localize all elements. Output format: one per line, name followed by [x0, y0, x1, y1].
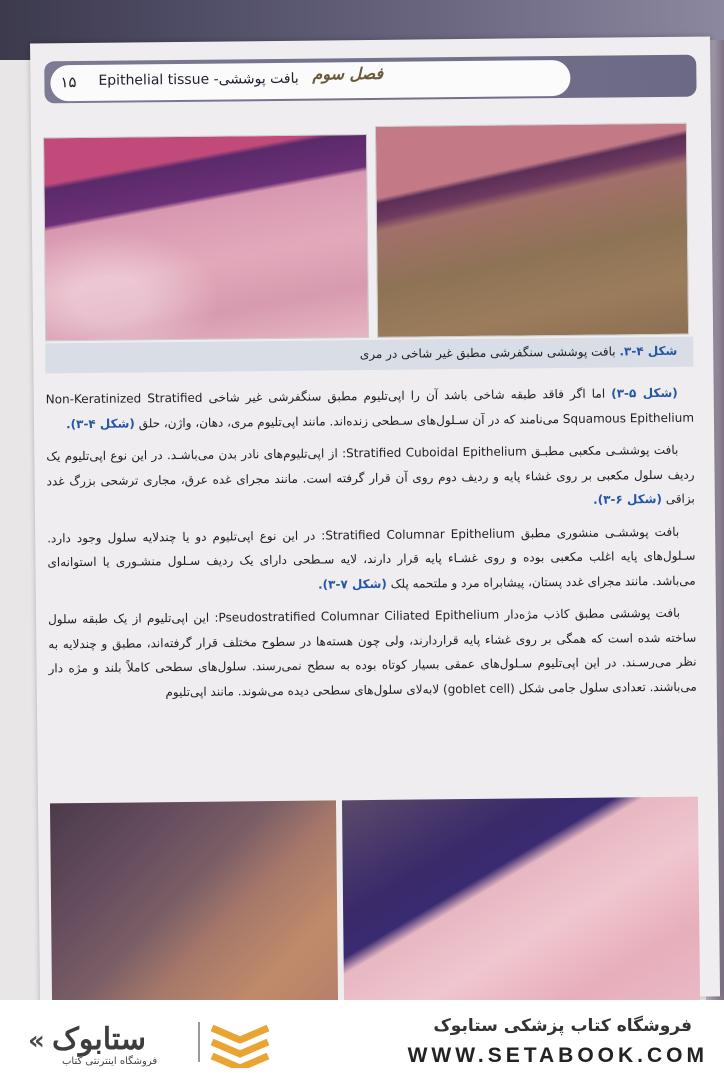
figure-reference: (شکل ۶-۳).	[593, 491, 663, 507]
book-page	[30, 36, 720, 1003]
paragraph	[46, 381, 694, 437]
logo-wordmark: ستابوک	[52, 1023, 147, 1056]
paragraph-text: بافت پوششـی منشوری مطبق Stratified Columnar Epithelium: در این نوع اپی‌تلیوم دو یا چندلایه سلول وجود دارد. سـلول‌های پایه اغلب مکعبی بوده و روی غشـاء پایه قرار دارند، لایه سـطحی دارای یک ردیف سـلول منشـوری یا استوانه‌ای می‌باشد. مانند مجرای غدد پستان، پیشابراه مرد و ملتحمه پلک	[47, 524, 696, 591]
store-name: فروشگاه کتاب پزشکی ستابوک	[433, 1016, 692, 1036]
figure-reference: (شکل ۷-۳).	[317, 576, 387, 592]
paragraph	[48, 601, 697, 706]
chevron-stack-icon	[208, 1022, 272, 1068]
paragraph	[47, 519, 696, 599]
footer-banner	[0, 1000, 724, 1080]
figure-reference: (شکل ۵-۳)	[611, 385, 678, 401]
page-number: ۱۵	[60, 73, 77, 92]
paragraph-text: بافت پوششـی مکعبی مطبـق Stratified Cuboidal Epithelium: از اپی‌تلیوم‌های نادر بدن می‌باشـد. در این نوع اپی‌تلیوم یک ردیف سلول مکعبی بر روی غشاء پایه و ردیف دوم روی آن قرار گرفته است. مانند مجرای غده عرق، مجاری ترشحی بزرگ غدد بزاقی	[46, 442, 695, 506]
paragraph	[46, 438, 695, 518]
logo-subtitle: فروشگاه اینترنتی کتاب	[62, 1056, 158, 1067]
chapter-label: فصل سوم	[312, 63, 384, 84]
paragraph-text: بافت پوششی مطبق کاذب مژه‌دار Pseudostratified Columnar Ciliated Epithelium: این اپی‌تلیوم از یک طبقه سلول ساخته شده است که همگی بر روی غشاء پایه قراردارند، ولی چون هسته‌ها در سطوح مختلف قرار گرفته‌اند، مطبق و چندلایه به نظر می‌رسـند. در این اپی‌تلیوم سـلول‌های عمقی بسیار کوتاه بوده به سطح نمی‌رسند. سلول‌های سطحی کاملاً بلند و مژه دار می‌باشند. تعدادی سلول جامی شکل (goblet cell) لابه‌لای سلول‌های سطحی دیده می‌شوند. مانند اپی‌تلیوم	[47, 605, 697, 699]
double-chevron-left-icon: «	[28, 1026, 45, 1056]
figure-reference: (شکل ۴-۳).	[65, 415, 135, 431]
header-title: Epithelial tissue -بافت پوششی	[98, 70, 299, 89]
micrograph-bottom-left	[50, 800, 338, 1013]
figure-caption-text: بافت پوششی سنگفرشی مطبق غیر شاخی در مری	[359, 344, 616, 362]
micrograph-bottom-right	[342, 797, 700, 1011]
logo-divider	[198, 1022, 200, 1062]
body-text	[46, 381, 697, 714]
micrograph-left	[43, 134, 369, 341]
store-logo	[28, 1018, 178, 1066]
figure-label: شکل ۴-۳.	[619, 343, 678, 359]
figure-caption	[45, 337, 693, 374]
store-url[interactable]: WWW.SETABOOK.COM	[407, 1044, 708, 1067]
paragraph-text: اما اگر فاقد طبقه شاخی باشد آن را اپی‌تلیوم مطبق سنگفرشی غیر شاخی Non-Keratinized Stratified Squamous Epithelium می‌نامند که در آن سـلول‌های سـطحی زنده‌اند. مانند اپی‌تلیوم مری، دهان، واژن، حلق	[45, 386, 695, 430]
micrograph-right	[375, 123, 689, 338]
